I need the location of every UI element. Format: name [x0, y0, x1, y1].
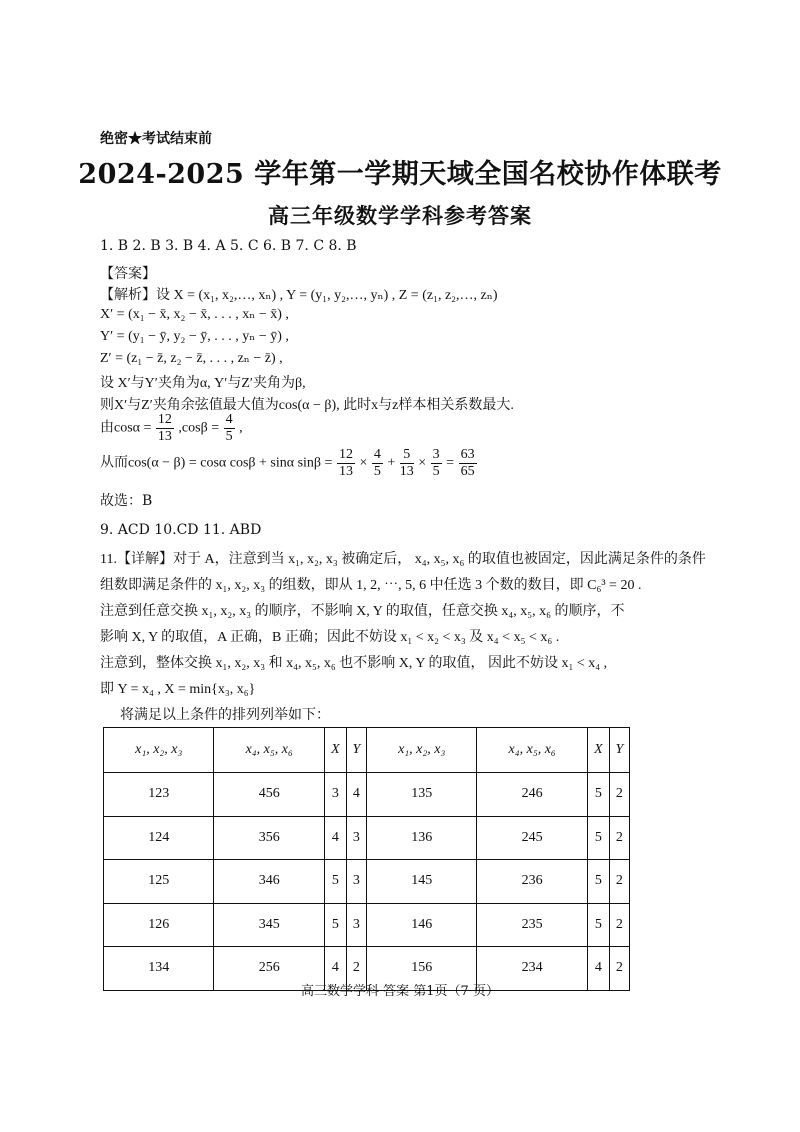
table-cell: 2: [609, 816, 629, 860]
table-row: [104, 860, 630, 904]
table-cell: 4: [346, 773, 366, 817]
cos-given-suffix: ,: [239, 420, 243, 436]
fraction-63-65: $\frac{63}{65}$: [460, 447, 475, 479]
table-cell: 356: [214, 816, 324, 860]
cos-given-prefix: 由cosα =: [100, 420, 152, 436]
table-cell: 134: [104, 947, 214, 991]
table-cell: 136: [366, 816, 476, 860]
cos-given-line: [100, 412, 243, 445]
answer-tag: 【答案】: [100, 266, 156, 282]
analysis-line-3: Y′ = (y₁ − ȳ, y₂ − ȳ, . . . , yₙ − ȳ) ,: [100, 329, 289, 344]
fraction-12-13: $\frac{12}{13}$: [157, 412, 172, 444]
table-cell: 123: [104, 773, 214, 817]
table-cell: 124: [104, 816, 214, 860]
table-header-cell: x₁, x₂, x₃: [366, 728, 476, 773]
table-cell: 2: [609, 860, 629, 904]
table-cell: 234: [477, 947, 587, 991]
table-cell: 3: [346, 860, 366, 904]
times-sign: ×: [359, 455, 368, 471]
table-cell: 4: [587, 947, 609, 991]
detail-line-6: 即 Y = x₄ , X = min{x₃, x₆}: [100, 682, 256, 697]
table-header-cell: x₄, x₅, x₆: [477, 728, 587, 773]
detail-line-5: 注意到，整体交换 x₁, x₂, x₃ 和 x₄, x₅, x₆ 也不影响 X, Y 的取值， 因此不妨设 x₁ < x₄ ,: [100, 656, 608, 671]
table-cell: 5: [587, 773, 609, 817]
fraction-12-13-b: $\frac{12}{13}$: [338, 447, 353, 479]
table-header-cell: X: [324, 728, 346, 773]
multi-select-answers: 9. ACD 10.CD 11. ABD: [100, 522, 262, 538]
table-cell: 126: [104, 903, 214, 947]
table-cell: 145: [366, 860, 476, 904]
table-header-cell: Y: [346, 728, 366, 773]
fraction-4-5: $\frac{4}{5}$: [225, 412, 233, 444]
table-cell: 256: [214, 947, 324, 991]
table-header-cell: Y: [609, 728, 629, 773]
equals-sign: =: [446, 455, 455, 471]
derivation-line: [100, 447, 478, 480]
table-cell: 3: [346, 903, 366, 947]
table-cell: 2: [346, 947, 366, 991]
permutation-table: [103, 727, 630, 991]
choice-result: 故选：B: [100, 493, 153, 509]
table-cell: 345: [214, 903, 324, 947]
confidential-label: 绝密★考试结束前: [100, 131, 212, 147]
table-cell: 2: [609, 903, 629, 947]
detail-line-1: 11.【详解】对于 A，注意到当 x₁, x₂, x₃ 被确定后， x₄, x₅, x₆ 的取值也被固定，因此满足条件的条件: [100, 552, 706, 567]
table-row: [104, 903, 630, 947]
analysis-line-2: X′ = (x₁ − x̄, x₂ − x̄, . . . , xₙ − x̄) ,: [100, 307, 289, 322]
detail-line-2: 组数即满足条件的 x₁, x₂, x₃ 的组数，即从 1, 2, ⋯, 5, 6 中任选 3 个数的数目，即 C₆³ = 20 .: [100, 578, 642, 593]
table-cell: 5: [324, 903, 346, 947]
table-row: [104, 773, 630, 817]
table-cell: 5: [587, 903, 609, 947]
table-cell: 3: [346, 816, 366, 860]
table-cell: 456: [214, 773, 324, 817]
table-cell: 156: [366, 947, 476, 991]
fraction-4-5-b: $\frac{4}{5}$: [373, 447, 381, 479]
table-header-cell: x₁, x₂, x₃: [104, 728, 214, 773]
table-cell: 2: [609, 773, 629, 817]
table-cell: 5: [587, 816, 609, 860]
table-cell: 135: [366, 773, 476, 817]
table-cell: 2: [609, 947, 629, 991]
table-cell: 125: [104, 860, 214, 904]
multiple-choice-answers: 1. B 2. B 3. B 4. A 5. C 6. B 7. C 8. B: [100, 238, 357, 254]
table-cell: 246: [477, 773, 587, 817]
table-cell: 146: [366, 903, 476, 947]
times-sign-2: ×: [418, 455, 427, 471]
fraction-5-13: $\frac{5}{13}$: [399, 447, 414, 479]
table-row: [104, 816, 630, 860]
table-cell: 236: [477, 860, 587, 904]
analysis-line-6: 则X′与Z′夹角余弦值最大值为cos(α − β), 此时x与z样本相关系数最大.: [100, 398, 514, 413]
cos-given-mid: ,cosβ =: [178, 420, 220, 436]
table-cell: 4: [324, 816, 346, 860]
derivation-prefix: 从而cos(α − β) = cosα cosβ + sinα sinβ =: [100, 455, 333, 471]
exam-title: 2024-2025 学年第一学期天域全国名校协作体联考: [78, 159, 722, 190]
table-cell: 4: [324, 947, 346, 991]
table-cell: 5: [587, 860, 609, 904]
fraction-3-5: $\frac{3}{5}$: [432, 447, 440, 479]
plus-sign: +: [387, 455, 396, 471]
table-cell: 3: [324, 773, 346, 817]
table-cell: 346: [214, 860, 324, 904]
table-header-cell: x₄, x₅, x₆: [214, 728, 324, 773]
detail-line-4: 影响 X, Y 的取值，A 正确，B 正确；因此不妨设 x₁ < x₂ < x₃ 及 x₄ < x₅ < x₆ .: [100, 630, 560, 645]
table-cell: 235: [477, 903, 587, 947]
analysis-line-5: 设 X′与Y′夹角为α, Y′与Z′夹角为β,: [100, 376, 306, 391]
answer-subtitle: 高三年级数学学科参考答案: [268, 203, 532, 228]
analysis-line-1: 【解析】设 X = (x₁, x₂,…, xₙ) , Y = (y₁, y₂,…, yₙ) , Z = (z₁, z₂,…, zₙ): [100, 288, 498, 303]
table-header-row: [104, 728, 630, 773]
analysis-line-4: Z′ = (z₁ − z̄, z₂ − z̄, . . . , zₙ − z̄) ,: [100, 351, 283, 366]
table-header-cell: X: [587, 728, 609, 773]
page-footer: 高三数学学科 答案 第1页（7 页）: [301, 984, 499, 999]
detail-line-7: 将满足以上条件的排列列举如下：: [120, 707, 330, 723]
detail-line-3: 注意到任意交换 x₁, x₂, x₃ 的顺序，不影响 X, Y 的取值，任意交换 x₄, x₅, x₆ 的顺序，不: [100, 604, 625, 619]
table-cell: 245: [477, 816, 587, 860]
table-cell: 5: [324, 860, 346, 904]
